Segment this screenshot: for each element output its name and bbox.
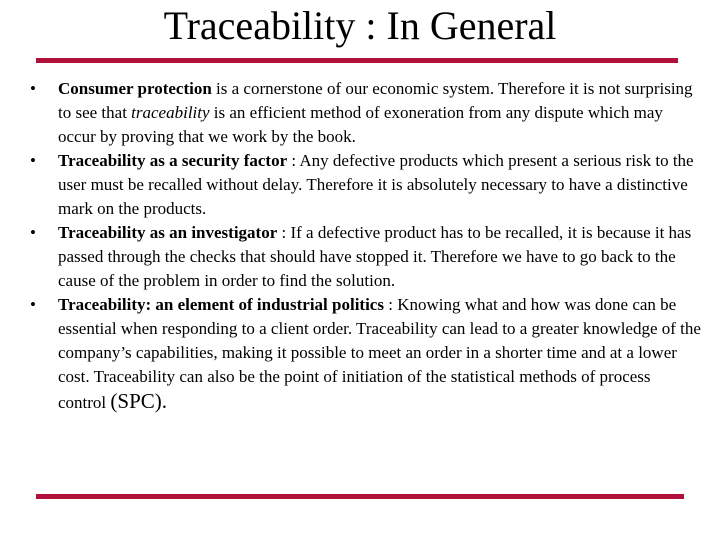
bullet-item-investigator [30, 221, 702, 293]
bullet-marker: • [30, 151, 36, 170]
bullet-heading: Traceability: an element of industrial politics [58, 295, 384, 314]
bullet-list [30, 77, 702, 415]
bullet-text: is an efficient method of exoneration from any dispute which may occur by proving that we work by the book. [58, 103, 663, 146]
bullet-text: : Any defective products which present a serious risk to the user must be recalled without delay. Therefore it is absolutely necessary to have a distinctive mark on the products. [58, 151, 694, 218]
bullet-text: is a cornerstone of our economic system. Therefore it is not surprising to see that [58, 79, 693, 122]
bullet-heading: Traceability as an investigator [58, 223, 278, 242]
bullet-italic-term: traceability [131, 103, 210, 122]
bullet-marker: • [30, 295, 36, 314]
bullet-text: : Knowing what and how was done can be essential when responding to a client order. Traceability can lead to a greater knowledge of the company’s capabilities, making it possible to meet an order in a shorter time and at a lower cost. Traceability can also be the point of initiation of the statistical methods of process control [58, 295, 701, 412]
bullet-text-large: (SPC). [110, 389, 168, 413]
footer-rule [36, 494, 684, 499]
bullet-marker: • [30, 223, 36, 242]
bullet-text: : If a defective product has to be recalled, it is because it has passed through the checks that should have stopped it. Therefore we have to go back to the cause of the problem in order to find the solution. [58, 223, 692, 290]
slide-title: Traceability : In General [163, 3, 557, 48]
bullet-item-industrial-politics [30, 293, 702, 415]
bullet-heading: Traceability as a security factor [58, 151, 288, 170]
bullet-item-security-factor [30, 149, 702, 221]
bullet-marker: • [30, 79, 36, 98]
bullet-item-consumer-protection [30, 77, 702, 149]
bullet-heading: Consumer protection [58, 79, 212, 98]
title-underline [36, 58, 678, 63]
